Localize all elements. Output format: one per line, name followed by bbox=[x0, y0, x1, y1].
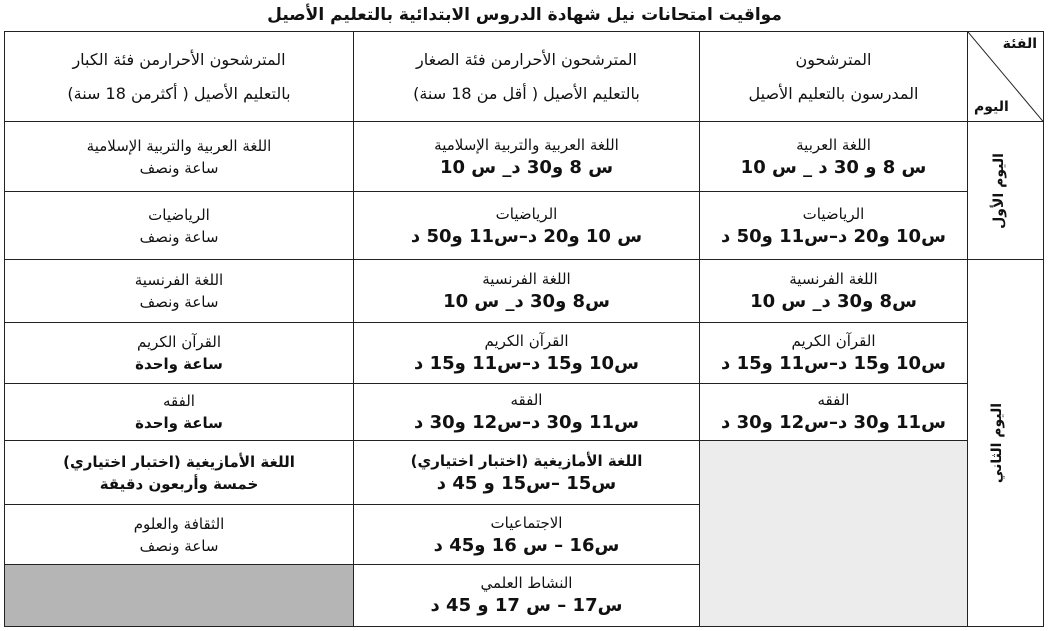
time-value: س10 و15 د–س11 و15 د bbox=[721, 353, 946, 375]
table-cell bbox=[5, 122, 354, 192]
header-free-adult-line2: بالتعليم الأصيل ( أكثرمن 18 سنة) bbox=[67, 83, 291, 103]
subject-label: اللغة الفرنسية bbox=[134, 271, 224, 290]
duration-value: ساعة واحدة bbox=[135, 414, 223, 433]
table-cell bbox=[5, 260, 354, 323]
table-cell bbox=[700, 192, 968, 260]
time-value: س8 و30 د_ س 10 bbox=[443, 291, 610, 313]
duration-value: ساعة ونصف bbox=[139, 227, 219, 246]
table-cell bbox=[700, 323, 968, 384]
table-cell bbox=[700, 260, 968, 323]
day-second-label: اليوم الثاني bbox=[988, 403, 1005, 484]
header-free-young bbox=[354, 32, 700, 122]
time-value: س11 و30 د–س12 و30 د bbox=[721, 412, 946, 434]
subject-label: الثقافة والعلوم bbox=[133, 514, 225, 533]
subject-label: الرياضيات bbox=[495, 204, 558, 223]
time-value: س10 و15 د–س11 و15 د bbox=[414, 353, 639, 375]
header-free-young-line2: بالتعليم الأصيل ( أقل من 18 سنة) bbox=[413, 83, 640, 103]
exam-schedule-table bbox=[4, 31, 1044, 627]
day-second-cell bbox=[968, 260, 1044, 627]
table-cell bbox=[354, 384, 700, 441]
table-cell bbox=[700, 384, 968, 441]
table-row bbox=[5, 122, 1044, 192]
duration-value: ساعة ونصف bbox=[139, 536, 219, 555]
subject-label: القرآن الكريم bbox=[484, 332, 569, 351]
subject-label: اللغة العربية bbox=[796, 135, 871, 154]
subject-label: اللغة الأمازيغية (اختبار اختياري) bbox=[63, 452, 295, 471]
corner-cell bbox=[968, 32, 1044, 122]
day-first-cell bbox=[968, 122, 1044, 260]
document-title: مواقيت امتحانات نيل شهادة الدروس الابتدائية بالتعليم الأصيل bbox=[267, 5, 782, 25]
time-value: س11 و30 د–س12 و30 د bbox=[414, 412, 639, 434]
time-value: س15 –س15 و 45 د bbox=[436, 472, 617, 494]
header-schooled bbox=[700, 32, 968, 122]
table-row bbox=[5, 441, 1044, 505]
table-cell bbox=[354, 564, 700, 626]
time-value: س16 – س 16 و45 د bbox=[433, 534, 620, 556]
header-free-adult-line1: المترشحون الأحرارمن فئة الكبار bbox=[72, 49, 286, 69]
table-cell bbox=[354, 122, 700, 192]
corner-category-label: الفئة bbox=[1002, 36, 1037, 52]
subject-label: اللغة الأمازيغية (اختبار اختياري) bbox=[410, 451, 643, 470]
time-value: س 8 و30 د_ س 10 bbox=[439, 156, 614, 178]
duration-value: ساعة ونصف bbox=[139, 293, 219, 312]
time-value: س10 و20 د–س11 و50 د bbox=[721, 225, 946, 247]
duration-value: خمسة وأربعون دقيقة bbox=[99, 474, 259, 493]
table-row bbox=[5, 384, 1044, 441]
empty-shaded-cell bbox=[700, 441, 968, 627]
header-row bbox=[5, 32, 1044, 122]
table-cell bbox=[700, 122, 968, 192]
subject-label: الرياضيات bbox=[148, 205, 210, 224]
subject-label: الفقه bbox=[817, 391, 850, 410]
subject-label: الفقه bbox=[510, 391, 543, 410]
subject-label: القرآن الكريم bbox=[136, 333, 221, 352]
duration-value: ساعة ونصف bbox=[139, 158, 219, 177]
header-schooled-line1: المترشحون bbox=[795, 49, 872, 69]
table-cell bbox=[354, 505, 700, 565]
time-value: س 10 و20 د–س11 و50 د bbox=[410, 225, 643, 247]
table-cell bbox=[5, 323, 354, 384]
header-free-adult bbox=[5, 32, 354, 122]
table-cell bbox=[354, 260, 700, 323]
table-row bbox=[5, 192, 1044, 260]
subject-label: الرياضيات bbox=[802, 204, 865, 223]
subject-label: القرآن الكريم bbox=[791, 332, 876, 351]
subject-label: اللغة الفرنسية bbox=[482, 270, 571, 289]
subject-label: الفقه bbox=[163, 392, 195, 411]
table-cell bbox=[5, 441, 354, 505]
time-value: س 8 و 30 د _ س 10 bbox=[740, 156, 927, 178]
subject-label: اللغة العربية والتربية الإسلامية bbox=[86, 136, 272, 155]
table-cell bbox=[354, 323, 700, 384]
day-first-label: اليوم الأول bbox=[991, 153, 1008, 229]
header-schooled-line2: المدرسون بالتعليم الأصيل bbox=[748, 83, 919, 103]
empty-shaded-cell bbox=[5, 564, 354, 626]
subject-label: اللغة العربية والتربية الإسلامية bbox=[434, 135, 619, 154]
table-cell bbox=[354, 192, 700, 260]
time-value: س8 و30 د_ س 10 bbox=[750, 291, 917, 313]
corner-day-label: اليوم bbox=[974, 99, 1009, 116]
table-cell bbox=[5, 192, 354, 260]
subject-label: الاجتماعيات bbox=[490, 513, 563, 532]
table-cell bbox=[5, 505, 354, 565]
duration-value: ساعة واحدة bbox=[135, 355, 223, 374]
table-row bbox=[5, 260, 1044, 323]
table-cell bbox=[5, 384, 354, 441]
subject-label: اللغة الفرنسية bbox=[789, 270, 878, 289]
time-value: س17 – س 17 و 45 د bbox=[430, 595, 623, 617]
header-free-young-line1: المترشحون الأحرارمن فئة الصغار bbox=[415, 49, 637, 69]
subject-label: النشاط العلمي bbox=[480, 574, 573, 593]
table-cell bbox=[354, 441, 700, 505]
table-row bbox=[5, 323, 1044, 384]
